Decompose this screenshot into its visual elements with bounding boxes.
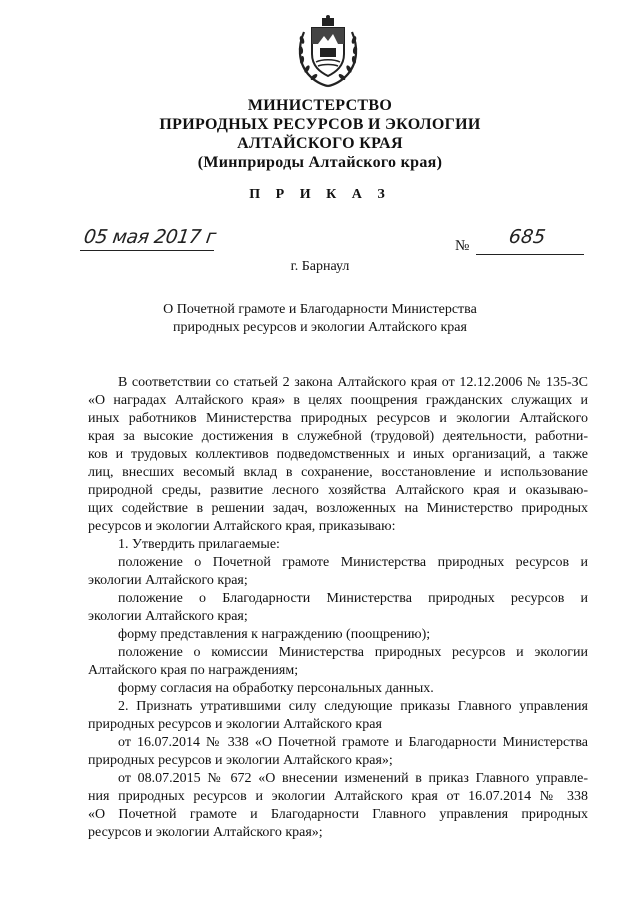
subject-line: природных ресурсов и экологии Алтайского края: [173, 320, 467, 335]
body-line: экологии Алтайского края;: [88, 573, 248, 588]
body-line: природных ресурсов и экологии Алтайского края»;: [88, 753, 393, 768]
body-line: природной среды, развитие лесного хозяйства Алтайского края и оказываю-: [88, 483, 588, 498]
body-line: положение о Благодарности Министерства природных ресурсов и: [118, 591, 588, 606]
body-line: форму согласия на обработку персональных данных.: [118, 681, 434, 696]
number-underline: [476, 254, 584, 255]
ministry-line: МИНИСТЕРСТВО: [247, 97, 393, 114]
body-line: ресурсов и экологии Алтайского края, приказываю:: [88, 519, 396, 534]
body-line: ресурсов и экологии Алтайского края»;: [88, 825, 323, 840]
subject-line: О Почетной грамоте и Благодарности Министерства: [163, 302, 477, 317]
body-line: экологии Алтайского края;: [88, 609, 248, 624]
body-line: от 16.07.2014 № 338 «О Почетной грамоте и Благодарности Министерства: [118, 735, 588, 750]
body-line: положение о Почетной грамоте Министерства природных ресурсов и: [118, 555, 588, 570]
body-line: В соответствии со статьей 2 закона Алтайского края от 12.12.2006 № 135-ЗС: [118, 375, 588, 390]
body-line: природных ресурсов и экологии Алтайского края: [88, 717, 382, 732]
body-line: лиц, внесших весомый вклад в сохранение, восстановление и использование: [88, 465, 588, 480]
body-line: щих содействие в решении задач, возложенных на Министерство природных: [88, 501, 588, 516]
body-line: положение о комиссии Министерства природных ресурсов и экологии: [118, 645, 588, 660]
ministry-line: (Минприроды Алтайского края): [197, 154, 443, 171]
order-body: [88, 374, 588, 842]
ministry-line: АЛТАЙСКОГО КРАЯ: [237, 135, 403, 152]
body-line: Алтайского края по награждениям;: [88, 663, 299, 678]
coat-of-arms-icon: [296, 14, 360, 90]
body-line: «О Почетной грамоте и Благодарности Главного управления природных: [88, 807, 588, 822]
number-label: №: [455, 238, 470, 254]
city: г. Барнаул: [290, 259, 350, 274]
body-line: 1. Утвердить прилагаемые:: [118, 537, 280, 552]
ministry-line: ПРИРОДНЫХ РЕСУРСОВ И ЭКОЛОГИИ: [159, 116, 481, 133]
ministry-name: [0, 96, 640, 172]
body-line: ков и трудовых коллективов подведомственных и иных организаций, а также: [88, 447, 588, 462]
document-type: П Р И К А З: [249, 187, 391, 202]
body-line: края за высокие достижения в служебной (трудовой) деятельности, работни-: [88, 429, 588, 444]
body-line: форму представления к награждению (поощрению);: [118, 627, 431, 642]
body-line: 2. Признать утратившими силу следующие приказы Главного управления: [118, 699, 588, 714]
body-line: «О наградах Алтайского края» в целях поощрения гражданских служащих и: [88, 393, 588, 408]
handwritten-number: 685: [507, 226, 547, 248]
order-subject: [0, 301, 640, 337]
body-line: иных работников Министерства природных ресурсов и экологии Алтайского: [88, 411, 588, 426]
body-line: от 08.07.2015 № 672 «О внесении изменений в приказ Главного управле-: [118, 771, 588, 786]
handwritten-date: 05 мая 2017 г: [82, 226, 218, 248]
date-underline: [80, 250, 214, 251]
body-line: ния природных ресурсов и экологии Алтайского края от 16.07.2014 № 338: [88, 789, 588, 804]
